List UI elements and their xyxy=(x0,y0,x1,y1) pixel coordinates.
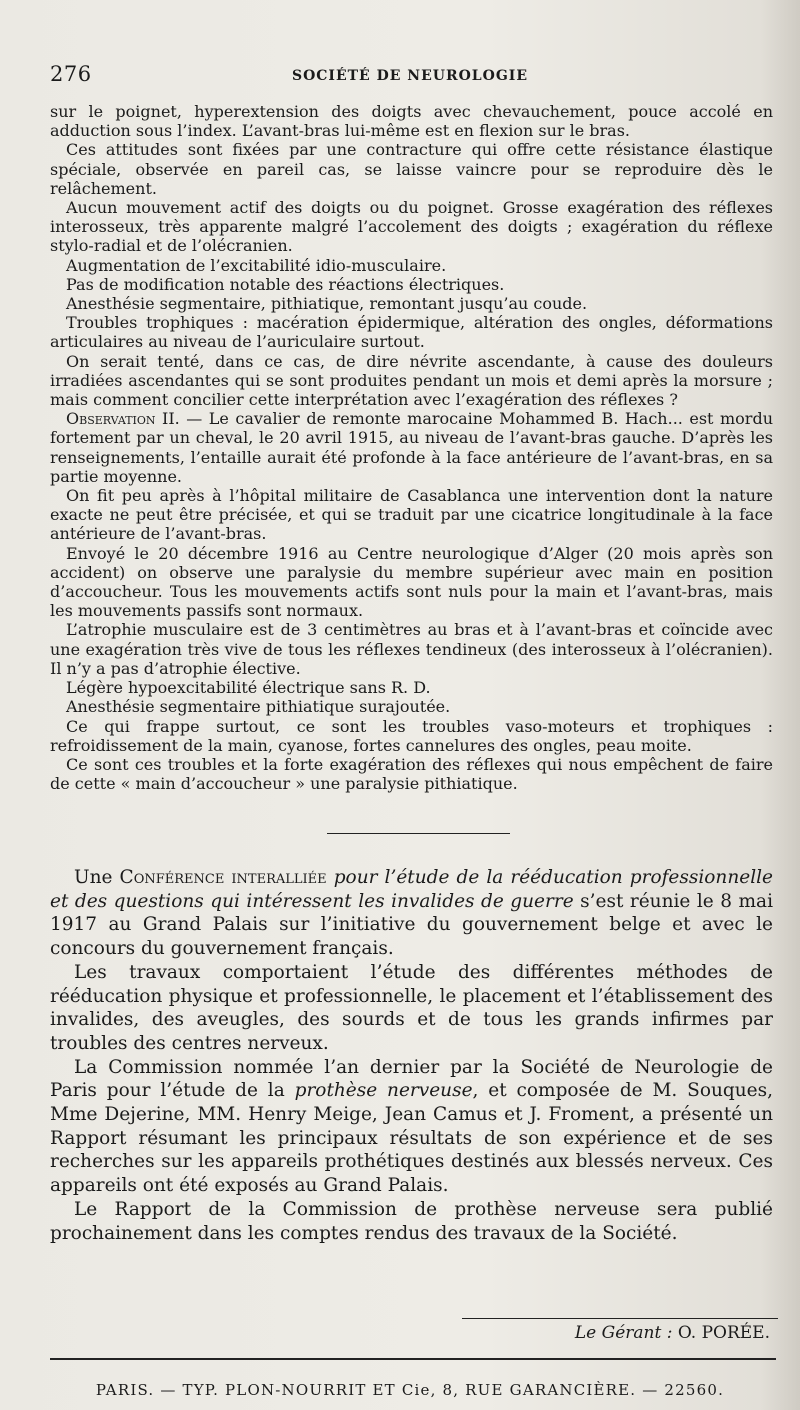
paragraph: sur le poignet, hyperextension des doigts avec chevauchement, pouce accolé en adduction sous l’index. L’avant-bras lui-même est en flexion sur le bras. xyxy=(50,102,773,141)
commission-text-start: La Commission nommée l’an dernier par la Société de Neurologie de Paris pour l’étude de la xyxy=(50,1056,773,1102)
section-divider xyxy=(327,833,510,834)
paragraph: Envoyé le 20 décembre 1916 au Centre neurologique d’Alger (20 mois après son accident) on observe une paralysie du membre supérieur avec main en position d’accoucheur. Tous les mouvements actifs sont nuls pour la main et l’avant-bras, mais les mouvements passifs sont normaux. xyxy=(50,543,773,621)
printer-imprint: PARIS. — TYP. PLON-NOURRIT ET Cie, 8, RUE GARANCIÈRE. — 22560. xyxy=(95,1381,725,1399)
paragraph: Le Rapport de la Commission de prothèse nerveuse sera publié prochainement dans les comptes rendus des travaux de la Société. xyxy=(50,1198,773,1244)
announcement-text xyxy=(50,866,773,1245)
paragraph: Les travaux comportaient l’étude des différentes méthodes de rééducation physique et professionnelle, le placement et l’établissement des invalides, des aveugles, des sourds et de tous les grands infirmes par troubles des centres nerveux. xyxy=(50,961,773,1054)
paragraph: L’atrophie musculaire est de 3 centimètres au bras et à l’avant-bras et coïncide avec une exagération très vive de tous les réflexes tendineux (des interosseux à l’olécranien). Il n’y a pas d’atrophie élective. xyxy=(50,620,773,678)
page-number: 276 xyxy=(50,62,92,86)
case-report-text xyxy=(50,102,773,793)
conference-paragraph xyxy=(50,866,773,961)
observation-heading-paragraph xyxy=(50,409,773,486)
paragraph: Légère hypoexcitabilité électrique sans R. D. xyxy=(66,678,431,698)
signature-label: Le Gérant : xyxy=(574,1323,673,1343)
commission-text-end: , et composée de M. Souques, Mme Dejerine, MM. Henry Meige, Jean Camus et J. Froment, a présenté un Rapport résumant les principaux résultats de son expérience et de ses recherches sur les appareils prothétiques destinés aux blessés nerveux. Ces appareils ont été exposés au Grand Palais. xyxy=(50,1080,773,1197)
signature-rule xyxy=(462,1318,778,1319)
page-header xyxy=(50,62,770,90)
footer-rule xyxy=(50,1358,776,1360)
conference-topic: pour l’étude de la rééducation professionnelle et des questions qui intéressent les invalides de guerre xyxy=(50,867,773,912)
paragraph: Ces attitudes sont fixées par une contracture qui offre cette résistance élastique spéciale, observée en pareil cas, se laisse vaincre pour se reproduire dès le relâchement. xyxy=(50,140,773,198)
paragraph: On serait tenté, dans ce cas, de dire névrite ascendante, à cause des douleurs irradiées ascendantes qui se sont produites pendant un mois et demi après la morsure ; mais comment concilier cette interprétation avec l’exagération des réflexes ? xyxy=(50,351,773,410)
paragraph: Ce qui frappe surtout, ce sont les troubles vaso-moteurs et trophiques : refroidissement de la main, cyanose, fortes cannelures des ongles, peau moite. xyxy=(50,716,773,755)
paragraph: Aucun mouvement actif des doigts ou du poignet. Grosse exagération des réflexes interosseux, très apparente malgré l’accolement des doigts ; exagération du réflexe stylo-radial et de l’olécranien. xyxy=(50,198,773,256)
paragraph: Anesthésie segmentaire, pithiatique, remontant jusqu’au coude. xyxy=(66,294,588,314)
running-head: SOCIÉTÉ DE NEUROLOGIE xyxy=(291,68,529,84)
signature xyxy=(470,1323,770,1343)
paragraph: On fit peu après à l’hôpital militaire de Casablanca une intervention dont la nature exacte ne peut être précisée, et qui se traduit par une cicatrice longitudinale à la face antérieure de l’avant-bras. xyxy=(50,486,773,544)
commission-paragraph xyxy=(50,1056,773,1198)
conference-details: s’est réunie le 8 mai 1917 au Grand Palais sur l’initiative du gouvernement belge et avec le concours du gouvernement français. xyxy=(50,890,773,960)
observation-label: Observation xyxy=(66,409,156,429)
commission-topic: prothèse nerveuse xyxy=(294,1080,473,1102)
paragraph: Pas de modification notable des réactions électriques. xyxy=(66,274,505,294)
paragraph: Troubles trophiques : macération épidermique, altération des ongles, déformations articulaires au niveau de l’auriculaire surtout. xyxy=(50,313,773,352)
paragraph: Anesthésie segmentaire pithiatique surajoutée. xyxy=(66,697,451,717)
conference-lead: Une xyxy=(74,867,120,888)
signature-name: O. PORÉE. xyxy=(677,1323,770,1343)
paragraph: Ce sont ces troubles et la forte exagération des réflexes qui nous empêchent de faire de cette « main d’accoucheur » une paralysie pithiatique. xyxy=(50,754,773,794)
paragraph: Augmentation de l’excitabilité idio-musculaire. xyxy=(66,255,447,275)
conference-title: Conférence interalliée xyxy=(119,867,327,888)
observation-text: II. — Le cavalier de remonte marocaine Mohammed B. Hach... est mordu fortement par un cheval, le 20 avril 1915, au niveau de l’avant-bras gauche. D’après les renseignements, l’entaille aurait été profonde à la face antérieure de l’avant-bras, en sa partie moyenne. xyxy=(50,409,773,486)
